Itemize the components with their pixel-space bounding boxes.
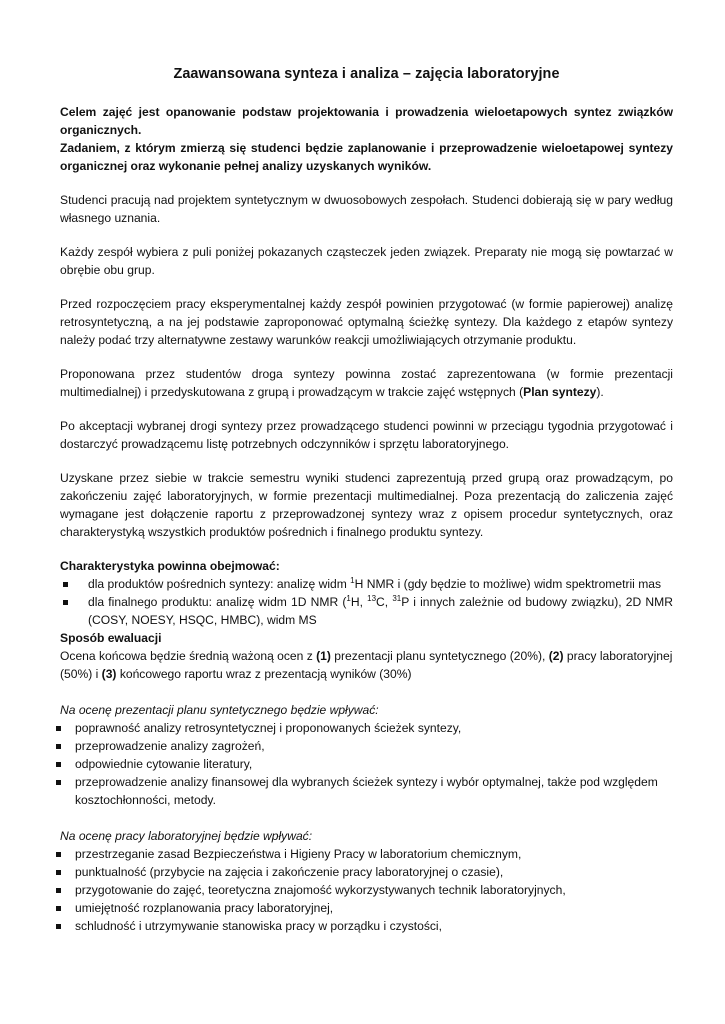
- evaluation-heading: Sposób ewaluacji: [60, 631, 162, 645]
- lab-section-heading: Na ocenę pracy laboratoryjnej będzie wpływać:: [60, 829, 313, 843]
- paragraph-acceptance: Po akceptacji wybranej drogi syntezy przez prowadzącego studenci powinni w przeciągu tygodnia przygotować i dostarczyć prowadzącemu listę potrzebnych odczynników i sprzętu laboratoryjnego.: [60, 419, 673, 451]
- plan-item: poprawność analizy retrosyntetycznej i proponowanych ścieżek syntezy,: [75, 721, 462, 735]
- paragraph-analysis: Przed rozpoczęciem pracy eksperymentalnej każdy zespół powinien przygotować (w formie papierowej) analizę retrosyntetyczną, a na jej podstawie zaproponować optymalną ścieżkę syntezy. Dla każdego z etapów syntezy należy podać trzy alternatywne zestawy warunków reakcji umożliwiających otrzymanie produktu.: [60, 297, 673, 347]
- intro-task: Zadaniem, z którym zmierzą się studenci będzie zaplanowanie i przeprowadzenie wieloetapowej syntezy organicznej oraz wykonanie pełnej analizy uzyskanych wyników.: [60, 141, 673, 173]
- intro-block: [60, 103, 673, 175]
- list-item: [57, 773, 673, 809]
- plan-syntezy-label: Plan syntezy: [523, 385, 597, 399]
- eval-n1: (1): [316, 649, 331, 663]
- char-item2-sup3: 31: [392, 594, 402, 603]
- paragraph-results: Uzyskane przez siebie w trakcie semestru wyniki studenci zaprezentują przed grupą oraz prowadzącym, po zakończeniu zajęć laboratoryjnych, w formie prezentacji multimedialnej. Poza prezentacją do zaliczenia zajęć wymagane jest dołączenie raportu z przeprowadzonej syntezy wraz z opisem procedur syntetycznych, oraz charakterystyką wszystkich produktów pośrednich i finalnego produktu syntezy.: [60, 471, 673, 539]
- list-item: [60, 593, 673, 629]
- plan-item: przeprowadzenie analizy finansowej dla wybranych ścieżek syntezy i wybór optymalnej, także pod względem kosztochłonności, metody.: [75, 775, 658, 807]
- plan-item: odpowiednie cytowanie literatury,: [75, 757, 253, 771]
- eval-t4: końcowego raportu wraz z prezentacją wyników (30%): [116, 667, 412, 681]
- paragraph-teams: Studenci pracują nad projektem syntetycznym w dwuosobowych zespołach. Studenci dobierają się w pary według własnego uznania.: [60, 193, 673, 225]
- char-item1-sup: 1: [350, 576, 355, 585]
- evaluation-text: [60, 647, 673, 683]
- characterization-heading: Charakterystyka powinna obejmować:: [60, 559, 280, 573]
- char-item2-a: dla finalnego produktu: analizę widm 1D NMR (: [88, 595, 347, 609]
- plan-section-heading: Na ocenę prezentacji planu syntetycznego będzie wpływać:: [60, 703, 379, 717]
- char-item2-b: H,: [350, 595, 368, 609]
- lab-item: schludność i utrzymywanie stanowiska pracy w porządku i czystości,: [75, 919, 442, 933]
- eval-t1: Ocena końcowa będzie średnią ważoną ocen z: [60, 649, 317, 663]
- list-item: [57, 881, 673, 899]
- eval-n2: (2): [548, 649, 564, 663]
- proposal-text: Proponowana przez studentów droga syntezy powinna zostać zaprezentowana (w formie prezentacji multimedialnej) i przedyskutowana z grupą i prowadzącym w trakcie zajęć wstępnych (: [60, 367, 673, 399]
- list-item: [57, 755, 673, 773]
- plan-criteria-list: [60, 719, 673, 809]
- list-item: [57, 863, 673, 881]
- page-title: Zaawansowana synteza i analiza – zajęcia laboratoryjne: [173, 66, 560, 82]
- list-item: [57, 737, 673, 755]
- lab-criteria-list: [60, 845, 673, 935]
- char-item2-sup2: 13: [367, 594, 377, 603]
- lab-item: przestrzeganie zasad Bezpieczeństwa i Higieny Pracy w laboratorium chemicznym,: [75, 847, 522, 861]
- char-item2-sup1: 1: [346, 594, 351, 603]
- lab-item: umiejętność rozplanowania pracy laboratoryjnej,: [75, 901, 334, 915]
- char-item2-d: P i innych zależnie od budowy związku), 2D NMR (COSY, NOESY, HSQC, HMBC), widm MS: [88, 595, 673, 627]
- char-item2-c: C,: [376, 595, 393, 609]
- list-item: [60, 575, 673, 593]
- characterization-list: [60, 575, 673, 629]
- intro-goal: Celem zajęć jest opanowanie podstaw projektowania i prowadzenia wieloetapowych syntez związków organicznych.: [60, 105, 673, 137]
- proposal-end: ).: [596, 385, 604, 399]
- char-item1-text: dla produktów pośrednich syntezy: analizę widm: [88, 577, 351, 591]
- eval-t2: prezentacji planu syntetycznego (20%),: [330, 649, 549, 663]
- lab-item: przygotowanie do zajęć, teoretyczna znajomość wykorzystywanych technik laboratoryjnych,: [75, 883, 566, 897]
- paragraph-choice: Każdy zespół wybiera z puli poniżej pokazanych cząsteczek jeden związek. Preparaty nie mogą się powtarzać w obrębie obu grup.: [60, 245, 673, 277]
- list-item: [57, 719, 673, 737]
- list-item: [57, 845, 673, 863]
- eval-n3: (3): [101, 667, 117, 681]
- list-item: [57, 899, 673, 917]
- plan-item: przeprowadzenie analizy zagrożeń,: [75, 739, 265, 753]
- list-item: [57, 917, 673, 935]
- char-item1-text-end: H NMR i (gdy będzie to możliwe) widm spektrometrii mas: [354, 577, 662, 591]
- eval-t3: pracy laboratoryjnej (50%) i: [60, 649, 673, 681]
- paragraph-proposal: [60, 365, 673, 401]
- lab-item: punktualność (przybycie na zajęcia i zakończenie pracy laboratoryjnej o czasie),: [75, 865, 504, 879]
